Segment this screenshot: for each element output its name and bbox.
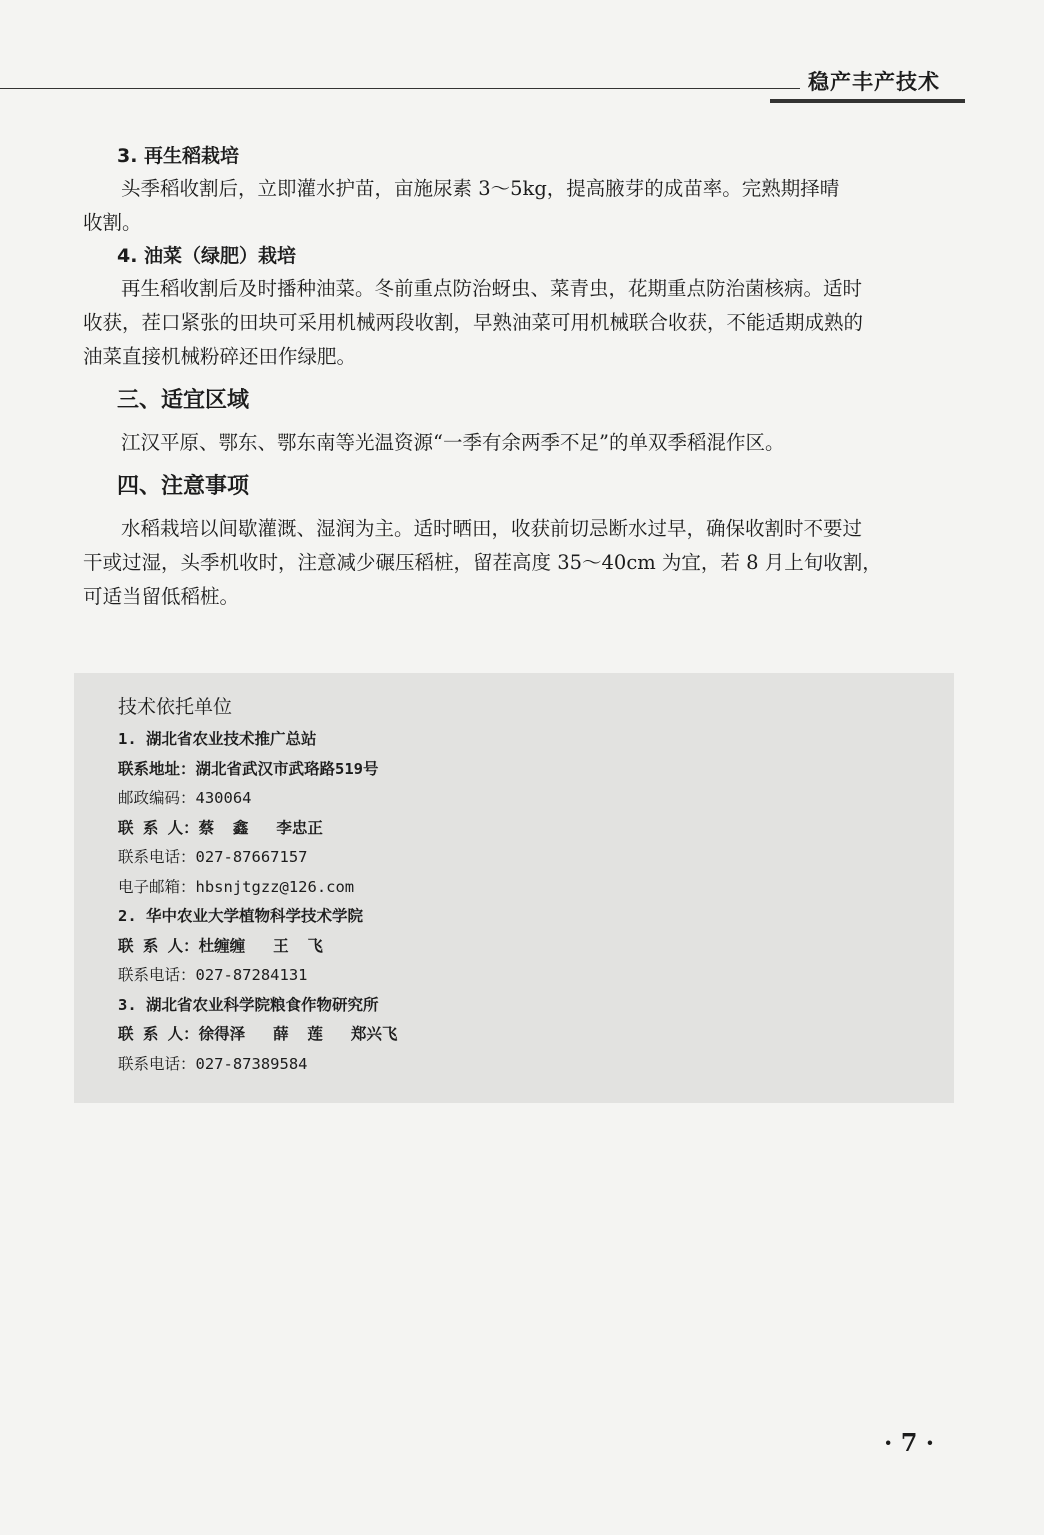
- region-paragraph: 江汉平原、鄂东、鄂东南等光温资源“一季有余两季不足”的单双季稻混作区。: [121, 431, 785, 454]
- header-rule: [0, 88, 800, 89]
- org-1-phone: 联系电话：027-87667157: [118, 848, 308, 866]
- org-2: 2. 华中农业大学植物科学技术学院: [118, 907, 363, 925]
- section-4-paragraph-cont: 油菜直接机械粉碎还田作绿肥。: [83, 345, 357, 368]
- main-content: [83, 140, 963, 614]
- section-3-paragraph: 头季稻收割后，立即灌水护苗，亩施尿素 3～5kg，提高腋芽的成苗率。完熟期择晴: [121, 177, 840, 200]
- section-4-paragraph-cont: 收获，茬口紧张的田块可采用机械两段收割，早熟油菜可用机械联合收获，不能适期成熟的: [83, 311, 864, 334]
- notes-paragraph: 水稻栽培以间歇灌溉、湿润为主。适时晒田，收获前切忌断水过早，确保收割时不要过: [121, 517, 863, 540]
- page-number: · 7 ·: [884, 1428, 935, 1457]
- org-2-phone: 联系电话：027-87284131: [118, 966, 308, 984]
- org-1-contact: 联 系 人：蔡 鑫 李忠正: [118, 818, 323, 837]
- support-units-title: 技术依托单位: [118, 696, 233, 718]
- org-3-phone: 联系电话：027-87389584: [118, 1054, 308, 1073]
- section-4-paragraph: 再生稻收割后及时播种油菜。冬前重点防治蚜虫、菜青虫，花期重点防治菌核病。适时: [121, 277, 863, 300]
- running-header-title: 稳产丰产技术: [808, 70, 940, 94]
- header-bar: [770, 99, 965, 103]
- org-1-email: 电子邮箱：hbsnjtgzz@126.com: [118, 877, 355, 896]
- org-1-address: 联系地址：湖北省武汉市武珞路519号: [118, 759, 379, 778]
- section-3-heading: 3. 再生稻栽培: [117, 145, 240, 167]
- notes-heading: 四、注意事项: [117, 474, 250, 499]
- org-3-contact: 联 系 人：徐得泽 薛 莲 郑兴飞: [118, 1025, 398, 1043]
- section-4-heading: 4. 油菜（绿肥）栽培: [117, 245, 297, 267]
- org-3: 3. 湖北省农业科学院粮食作物研究所: [118, 995, 379, 1014]
- section-3-paragraph-cont: 收割。: [83, 211, 142, 234]
- org-1-postcode: 邮政编码：430064: [118, 789, 252, 807]
- notes-paragraph-cont: 干或过湿，头季机收时，注意减少碾压稻桩，留茬高度 35～40cm 为宜，若 8 月上旬收割，: [83, 551, 882, 574]
- org-2-contact: 联 系 人：杜缠缠 王 飞: [118, 936, 323, 955]
- notes-paragraph-cont: 可适当留低稻桩。: [83, 585, 240, 608]
- region-heading: 三、适宜区域: [117, 388, 250, 413]
- support-units-box: [74, 673, 954, 1103]
- org-1: 1. 湖北省农业技术推广总站: [118, 730, 317, 748]
